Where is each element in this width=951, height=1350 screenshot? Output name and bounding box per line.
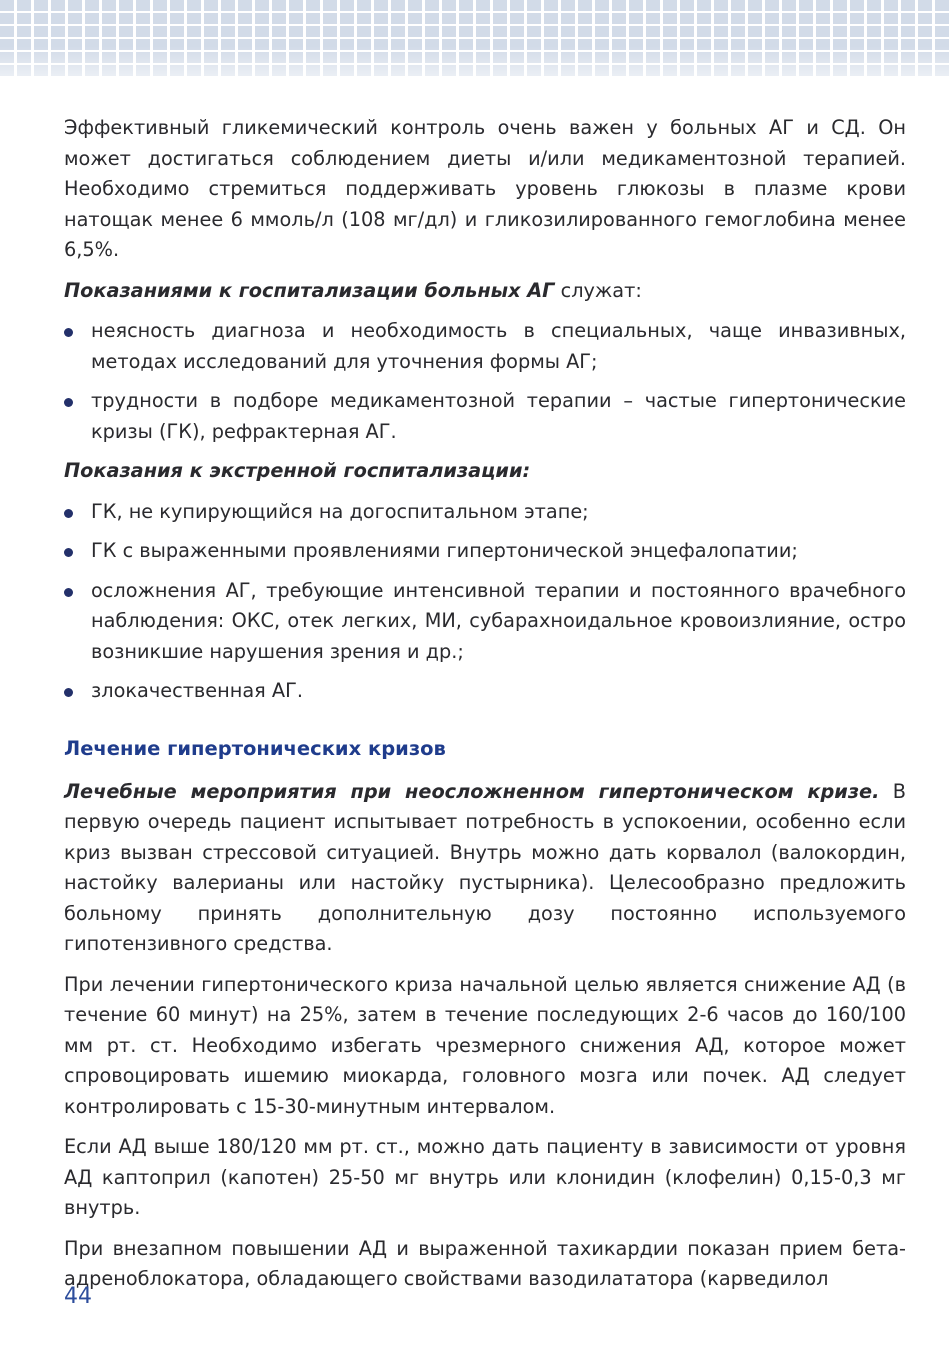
list-item [64,316,906,377]
bullet-icon [64,548,73,557]
emergency-lead: Показания к экстренной госпитализации: [64,459,531,482]
list-item [64,386,906,447]
list-item-text: ГК, не купирующийся на догоспитальном этапе; [91,499,589,523]
paragraph-emergency-indications [64,456,906,487]
paragraph-captopril: Если АД выше 180/120 мм рт. ст., можно дать пациенту в зависимости от уровня АД каптоприл (капотен) 25-50 мг внутрь или клонидин (клофелин) 0,15-0,3 мг внутрь. [64,1135,906,1219]
uncomplicated-tail: В первую очередь пациент испытывает потребность в успокоении, особенно если криз вызван стрессовой ситуацией. Внутрь можно дать корвалол (валокордин, настойку валерианы или настойку пустырника). Целесообразно предложить больному принять дополнительную дозу постоянно используемого гипотензивного средства. [64,779,906,955]
header-pattern [0,0,951,76]
paragraph-glycemic-control: Эффективный гликемический контроль очень важен у больных АГ и СД. Он может достигаться соблюдением диеты и/или медикаментозной терапией. Необходимо стремиться поддерживать уровень глюкозы в плазме крови натощак менее 6 ммоль/л (108 мг/дл) и гликозилированного гемоглобина менее 6,5%. [64,116,906,261]
section-heading: Лечение гипертонических кризов [64,736,446,760]
list-item-text: ГК с выраженными проявлениями гипертонической энцефалопатии; [91,539,798,562]
page-content [64,113,906,1305]
hospitalization-list [64,316,906,447]
list-item-text: злокачественная АГ. [91,679,303,702]
hospitalization-tail: служат: [554,278,642,302]
emergency-list [64,497,906,707]
paragraph-hospitalization-indications [64,276,906,307]
list-item-text: трудности в подборе медикаментозной терапии – частые гипертонические кризы (ГК), рефрактерная АГ. [91,389,906,443]
bullet-icon [64,688,73,697]
bullet-icon [64,328,73,337]
bullet-icon [64,588,73,597]
list-item [64,576,906,668]
page-number: 44 [64,1284,92,1309]
paragraph-beta-blocker: При внезапном повышении АД и выраженной тахикардии показан прием бета-адреноблокатора, обладающего свойствами вазодилататора (карведилол [64,1236,906,1290]
uncomplicated-lead: Лечебные мероприятия при неосложненном гипертоническом кризе. [64,779,880,803]
list-item [64,676,906,707]
paragraph-uncomplicated-crisis [64,777,906,960]
list-item [64,536,906,567]
bullet-icon [64,509,73,518]
list-item [64,497,906,528]
list-item-text: неясность диагноза и необходимость в специальных, чаще инвазивных, методах исследований для уточнения формы АГ; [91,319,906,373]
list-item-text: осложнения АГ, требующие интенсивной терапии и постоянного врачебного наблюдения: ОКС, отек легких, МИ, субарахноидальное кровоизлияние, остро возникшие нарушения зрения и др.; [91,578,906,663]
bullet-icon [64,398,73,407]
paragraph-treatment-goal: При лечении гипертонического криза начальной целью является снижение АД (в течение 60 минут) на 25%, затем в течение последующих 2-6 часов до 160/100 мм рт. ст. Необходимо избегать чрезмерного снижения АД, которое может спровоцировать ишемию миокарда, головного мозга или почек. АД следует контролировать с 15-30-минутным интервалом. [64,972,906,1118]
hospitalization-lead: Показаниями к госпитализации больных АГ [64,278,555,302]
